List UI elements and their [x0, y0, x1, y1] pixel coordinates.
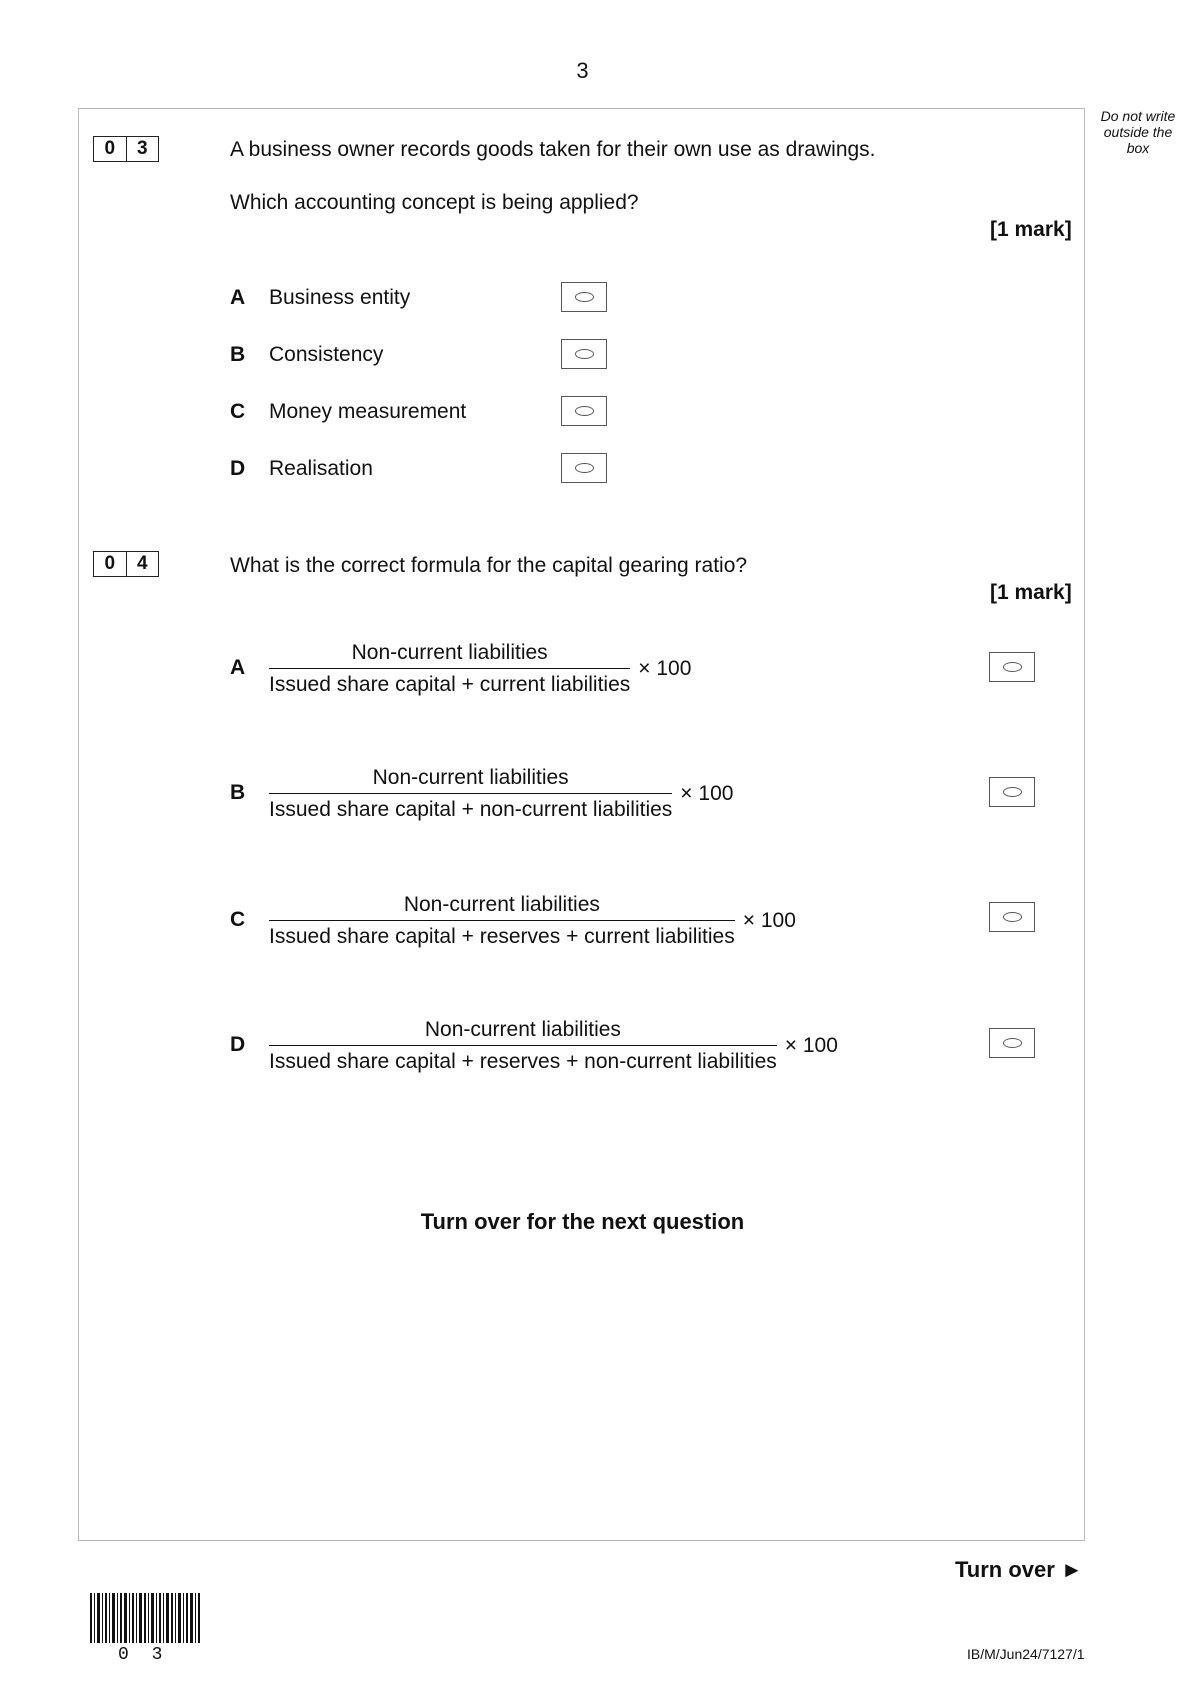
q4-option-a-formula — [269, 641, 691, 697]
q4-option-c-letter: C — [230, 908, 246, 931]
q4-option-b-answer-box[interactable] — [989, 777, 1035, 807]
denominator: Issued share capital + current liabilities — [269, 668, 630, 697]
question-digit: 0 — [104, 553, 116, 574]
question-number-03 — [93, 136, 159, 162]
q4-marks: [1 mark] — [990, 581, 1072, 604]
oval-bubble-icon — [1003, 787, 1022, 797]
q3-option-c-answer-box[interactable] — [561, 396, 607, 426]
barcode — [90, 1593, 200, 1643]
q4-option-d-letter: D — [230, 1033, 246, 1056]
q4-option-d-formula — [269, 1018, 838, 1074]
q4-option-c-formula — [269, 893, 796, 949]
question-number-04 — [93, 551, 159, 577]
q4-option-c-answer-box[interactable] — [989, 902, 1035, 932]
fraction — [269, 641, 630, 697]
reference-code: IB/M/Jun24/7127/1 — [967, 1646, 1085, 1662]
denominator: Issued share capital + reserves + current liabilities — [269, 920, 735, 949]
multiplier: × 100 — [680, 782, 734, 805]
q3-option-d-answer-box[interactable] — [561, 453, 607, 483]
q3-option-c-label: Money measurement — [269, 400, 467, 423]
multiplier: × 100 — [742, 909, 796, 932]
q3-option-d-label: Realisation — [269, 457, 373, 480]
q3-option-a-letter: A — [230, 286, 246, 309]
question-digit: 0 — [104, 138, 116, 159]
q3-option-c-letter: C — [230, 400, 246, 423]
multiplier: × 100 — [638, 657, 692, 680]
q4-option-a-letter: A — [230, 656, 246, 679]
question-digit: 3 — [126, 137, 159, 161]
oval-bubble-icon — [575, 406, 594, 416]
q4-stem: What is the correct formula for the capital gearing ratio? — [230, 554, 748, 577]
q3-option-d-letter: D — [230, 457, 246, 480]
q3-option-a-label: Business entity — [269, 286, 411, 309]
q3-marks: [1 mark] — [990, 218, 1072, 241]
q3-option-b-answer-box[interactable] — [561, 339, 607, 369]
q3-prompt: Which accounting concept is being applied? — [230, 191, 639, 214]
oval-bubble-icon — [575, 349, 594, 359]
question-digit: 4 — [126, 552, 159, 576]
q3-option-b-letter: B — [230, 343, 246, 366]
turn-over: Turn over ► — [955, 1557, 1083, 1582]
answer-frame — [78, 108, 1085, 1541]
numerator: Non-current liabilities — [372, 766, 569, 789]
denominator: Issued share capital + non-current liabilities — [269, 793, 672, 822]
q4-option-b-formula — [269, 766, 733, 822]
fraction — [269, 1018, 777, 1074]
page-number: 3 — [576, 58, 589, 83]
numerator: Non-current liabilities — [403, 893, 600, 916]
turn-over-next-question: Turn over for the next question — [420, 1209, 745, 1234]
q4-option-b-letter: B — [230, 781, 246, 804]
q4-option-a-answer-box[interactable] — [989, 652, 1035, 682]
fraction — [269, 766, 672, 822]
numerator: Non-current liabilities — [351, 641, 548, 664]
barcode-digits: 0 3 — [118, 1645, 169, 1665]
q4-option-d-answer-box[interactable] — [989, 1028, 1035, 1058]
denominator: Issued share capital + reserves + non-current liabilities — [269, 1045, 777, 1074]
oval-bubble-icon — [575, 463, 594, 473]
oval-bubble-icon — [1003, 912, 1022, 922]
q3-option-a-answer-box[interactable] — [561, 282, 607, 312]
oval-bubble-icon — [1003, 662, 1022, 672]
fraction — [269, 893, 735, 949]
oval-bubble-icon — [575, 292, 594, 302]
q3-option-b-label: Consistency — [269, 343, 384, 366]
oval-bubble-icon — [1003, 1038, 1022, 1048]
q3-stem: A business owner records goods taken for their own use as drawings. — [230, 138, 876, 161]
multiplier: × 100 — [784, 1034, 838, 1057]
numerator: Non-current liabilities — [424, 1018, 621, 1041]
margin-note: Do not write outside the box — [1100, 108, 1176, 156]
